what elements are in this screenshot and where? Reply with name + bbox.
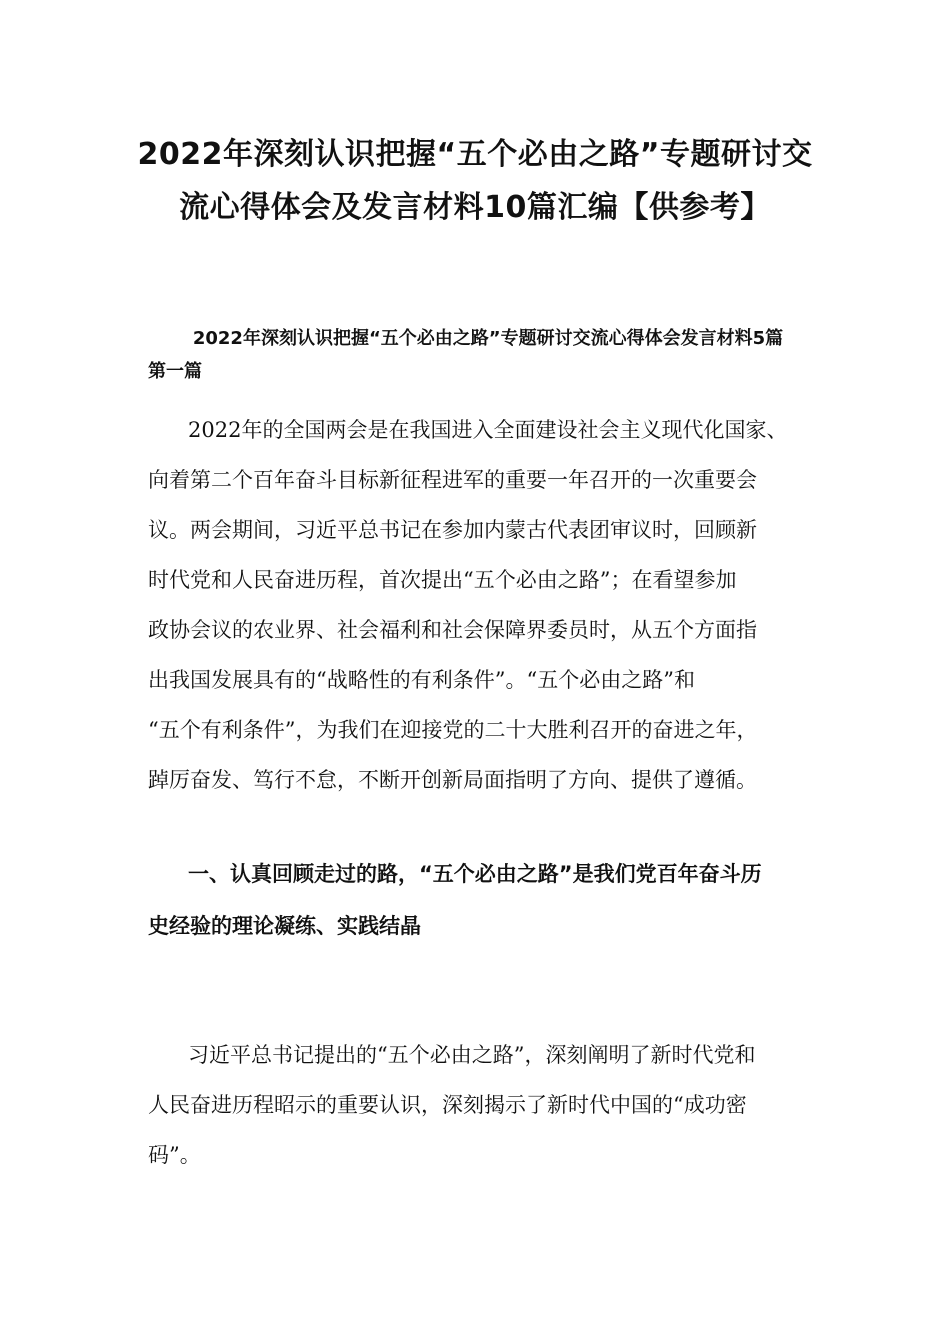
paragraph-line: 出我国发展具有的“战略性的有利条件”。“五个必由之路”和 — [148, 668, 695, 692]
paragraph-line: 2022年的全国两会是在我国进入全面建设社会主义现代化国家、 — [188, 418, 788, 442]
section-heading: 2022年深刻认识把握“五个必由之路”专题研讨交流心得体会发言材料5篇 — [192, 328, 784, 349]
paragraph-line: 踔厉奋发、笃行不怠，不断开创新局面指明了方向、提供了遵循。 — [148, 768, 757, 792]
paragraph-line: 码”。 — [148, 1143, 201, 1167]
part-label: 第一篇 — [148, 361, 202, 382]
paragraph-line: 时代党和人民奋进历程，首次提出“五个必由之路”；在看望参加 — [148, 568, 737, 592]
paragraph-line: 习近平总书记提出的“五个必由之路”，深刻阐明了新时代党和 — [188, 1043, 756, 1067]
paragraph-line: 政协会议的农业界、社会福利和社会保障界委员时，从五个方面指 — [148, 618, 757, 642]
heading-line: 史经验的理论凝练、实践结晶 — [148, 914, 421, 938]
paragraph-line: “五个有利条件”，为我们在迎接党的二十大胜利召开的奋进之年， — [148, 718, 758, 742]
paragraph-line: 人民奋进历程昭示的重要认识，深刻揭示了新时代中国的“成功密 — [148, 1093, 747, 1117]
paragraph-line: 向着第二个百年奋斗目标新征程进军的重要一年召开的一次重要会 — [148, 468, 757, 492]
document-title-line-2: 流心得体会及发言材料10篇汇编【供参考】 — [179, 190, 771, 225]
paragraph-1 — [148, 405, 814, 805]
paragraph-2 — [148, 1030, 814, 1180]
paragraph-line: 议。两会期间，习近平总书记在参加内蒙古代表团审议时，回顾新 — [148, 518, 757, 542]
heading-line: 一、认真回顾走过的路，“五个必由之路”是我们党百年奋斗历 — [188, 862, 762, 886]
document-title-line-1: 2022年深刻认识把握“五个必由之路”专题研讨交 — [137, 137, 813, 172]
heading-1 — [148, 848, 814, 952]
